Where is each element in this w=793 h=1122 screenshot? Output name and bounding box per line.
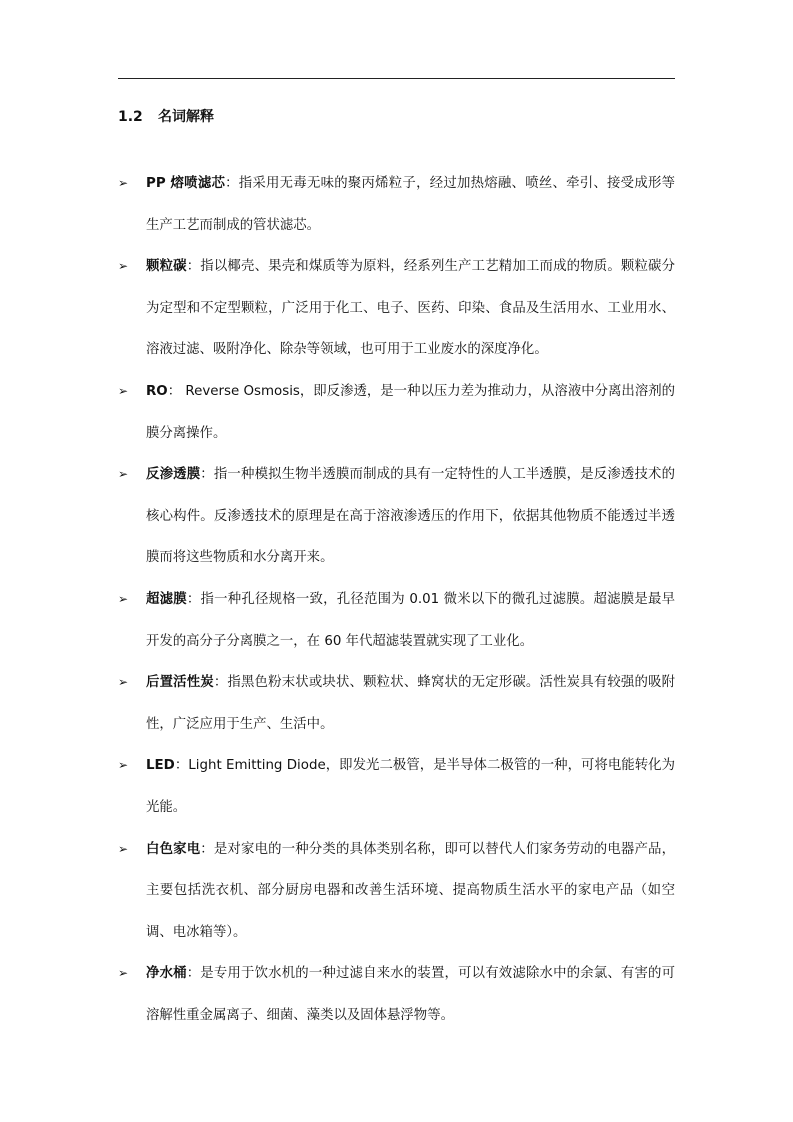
- glossary-item: [118, 454, 675, 579]
- glossary-item: [118, 745, 675, 828]
- arrow-bullet-icon: ➢: [118, 176, 129, 190]
- glossary-definition: 指采用无毒无味的聚丙烯粒子，经过加热熔融、喷丝、牵引、接受成形等生产工艺而制成的管状滤芯。: [146, 176, 675, 233]
- glossary-separator: ：: [186, 591, 201, 607]
- section-title: 名词解释: [158, 109, 214, 125]
- glossary-definition: 指一种孔径规格一致，孔径范围为 0.01 微米以下的微孔过滤膜。超滤膜是最早开发的高分子分离膜之一，在 60 年代超滤装置就实现了工业化。: [146, 591, 676, 649]
- arrow-bullet-icon: ➢: [118, 591, 129, 606]
- glossary-separator: ：: [186, 259, 201, 275]
- glossary-term: 颗粒碳: [146, 259, 187, 275]
- glossary-separator: ：: [200, 467, 214, 483]
- section-heading: [118, 106, 214, 128]
- glossary-definition: 指以椰壳、果壳和煤质等为原料，经系列生产工艺精加工而成的物质。颗粒碳分为定型和不定型颗粒，广泛用于化工、电子、医药、印染、食品及生活用水、工业用水、溶液过滤、吸附净化、除杂等领域，也可用于工业废水的深度净化。: [146, 259, 676, 358]
- header-rule: [118, 78, 675, 79]
- glossary-definition: 是对家电的一种分类的具体类别名称，即可以替代人们家务劳动的电器产品，主要包括洗衣机、部分厨房电器和改善生活环境、提高物质生活水平的家电产品（如空调、电冰箱等）。: [146, 841, 676, 940]
- glossary-separator: ：: [174, 758, 189, 774]
- glossary-definition: 指黑色粉末状或块状、颗粒状、蜂窝状的无定形碳。活性炭具有较强的吸附性，广泛应用于生产、生活中。: [146, 675, 676, 732]
- arrow-bullet-icon: ➢: [118, 841, 129, 856]
- glossary-term: PP 熔喷滤芯: [146, 176, 226, 191]
- glossary-term: 白色家电: [146, 841, 201, 857]
- glossary-separator: ：: [167, 383, 182, 399]
- glossary-term: 超滤膜: [146, 591, 187, 607]
- glossary-separator: ：: [213, 675, 228, 691]
- glossary-definition: 是专用于饮水机的一种过滤自来水的装置，可以有效滤除水中的余氯、有害的可溶解性重金属离子、细菌、藻类以及固体悬浮物等。: [146, 966, 676, 1023]
- glossary-item: [118, 662, 675, 745]
- glossary-separator: ：: [200, 841, 214, 857]
- arrow-bullet-icon: ➢: [118, 966, 129, 981]
- arrow-bullet-icon: ➢: [118, 259, 129, 274]
- glossary-separator: ：: [186, 966, 201, 982]
- glossary-term: 净水桶: [146, 966, 187, 982]
- section-number: 1.2: [118, 109, 143, 125]
- arrow-bullet-icon: ➢: [118, 758, 129, 773]
- glossary-item: [118, 953, 675, 1036]
- glossary-term: 后置活性炭: [146, 675, 214, 691]
- glossary-definition: Light Emitting Diode，即发光二极管，是半导体二极管的一种，可将电能转化为光能。: [146, 758, 676, 815]
- glossary-definition: Reverse Osmosis，即反渗透，是一种以压力差为推动力，从溶液中分离出溶剂的膜分离操作。: [146, 383, 675, 441]
- glossary-item: [118, 579, 675, 662]
- glossary-term: LED: [146, 758, 175, 774]
- glossary-list: [118, 163, 675, 1036]
- arrow-bullet-icon: ➢: [118, 675, 129, 690]
- glossary-item: [118, 371, 675, 454]
- glossary-definition: 指一种模拟生物半透膜而制成的具有一定特性的人工半透膜，是反渗透技术的核心构件。反渗透技术的原理是在高于溶液渗透压的作用下，依据其他物质不能透过半透膜而将这些物质和水分离开来。: [146, 467, 676, 566]
- arrow-bullet-icon: ➢: [118, 467, 129, 482]
- glossary-separator: ：: [225, 176, 239, 191]
- glossary-item: [118, 829, 675, 954]
- glossary-item: [118, 246, 675, 371]
- glossary-item: [118, 163, 675, 246]
- glossary-term: 反渗透膜: [146, 467, 201, 483]
- glossary-term: RO: [146, 383, 168, 399]
- arrow-bullet-icon: ➢: [118, 383, 129, 398]
